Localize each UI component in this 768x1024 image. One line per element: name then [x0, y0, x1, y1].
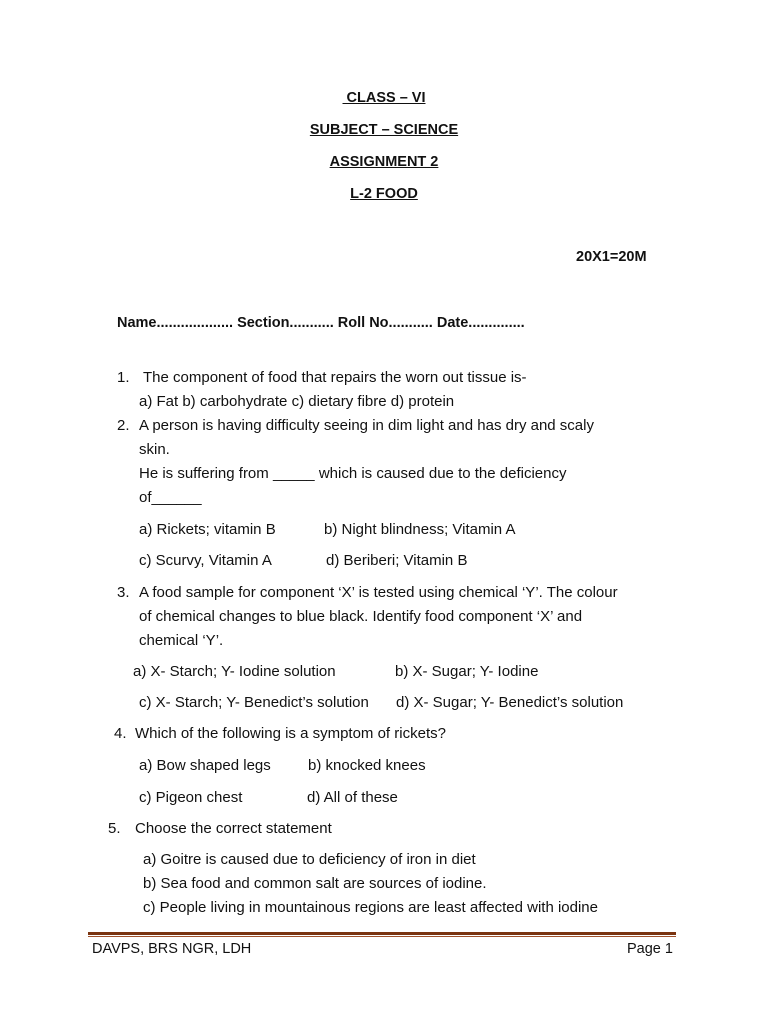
marks-allocation: 20X1=20M [576, 249, 647, 265]
question-number: 2. [117, 417, 130, 434]
question-text: He is suffering from _____ which is caused due to the deficiency [139, 465, 567, 482]
question-option: b) Sea food and common salt are sources of iodine. [143, 875, 487, 892]
question-option: c) People living in mountainous regions are least affected with iodine [143, 899, 598, 916]
lesson-heading: L-2 FOOD [350, 186, 418, 202]
question-text: A food sample for component ‘X’ is tested using chemical ‘Y’. The colour [139, 584, 618, 601]
question-option: a) Bow shaped legs [139, 757, 271, 774]
question-option: d) X- Sugar; Y- Benedict’s solution [396, 694, 624, 711]
question-number: 4. [114, 725, 127, 742]
question-text: Choose the correct statement [135, 820, 332, 837]
footer-divider [88, 932, 676, 935]
question-text: chemical ‘Y’. [139, 632, 224, 649]
question-option: a) Goitre is caused due to deficiency of iron in diet [143, 851, 476, 868]
question-option: c) Pigeon chest [139, 789, 243, 806]
subject-heading: SUBJECT – SCIENCE [309, 122, 459, 138]
question-text: of chemical changes to blue black. Identify food component ‘X’ and [139, 608, 583, 625]
class-heading: CLASS – VI [342, 90, 426, 106]
question-option: d) All of these [307, 789, 398, 806]
assignment-heading: ASSIGNMENT 2 [329, 154, 439, 170]
question-text: Which of the following is a symptom of rickets? [135, 725, 446, 742]
footer-school: DAVPS, BRS NGR, LDH [92, 941, 252, 957]
question-option: b) Night blindness; Vitamin A [324, 521, 516, 538]
question-number: 5. [108, 820, 121, 837]
question-option: a) Rickets; vitamin B [139, 521, 276, 538]
question-option: d) Beriberi; Vitamin B [326, 552, 468, 569]
question-option: b) knocked knees [308, 757, 426, 774]
student-details-line: Name................... Section........... Roll No........... Date.............. [117, 315, 525, 331]
question-number: 1. [117, 369, 130, 386]
question-text: skin. [139, 441, 170, 458]
question-option: a) X- Starch; Y- Iodine solution [133, 663, 336, 680]
footer-divider-thin [88, 936, 676, 937]
question-option: b) X- Sugar; Y- Iodine [395, 663, 539, 680]
question-option: c) X- Starch; Y- Benedict’s solution [139, 694, 369, 711]
footer-page-number: Page 1 [627, 941, 673, 957]
question-text: The component of food that repairs the worn out tissue is- [143, 369, 527, 386]
question-option: c) Scurvy, Vitamin A [139, 552, 272, 569]
question-text: of______ [139, 489, 202, 506]
question-option: a) Fat b) carbohydrate c) dietary fibre d) protein [139, 393, 455, 410]
question-number: 3. [117, 584, 130, 601]
question-text: A person is having difficulty seeing in dim light and has dry and scaly [139, 417, 594, 434]
